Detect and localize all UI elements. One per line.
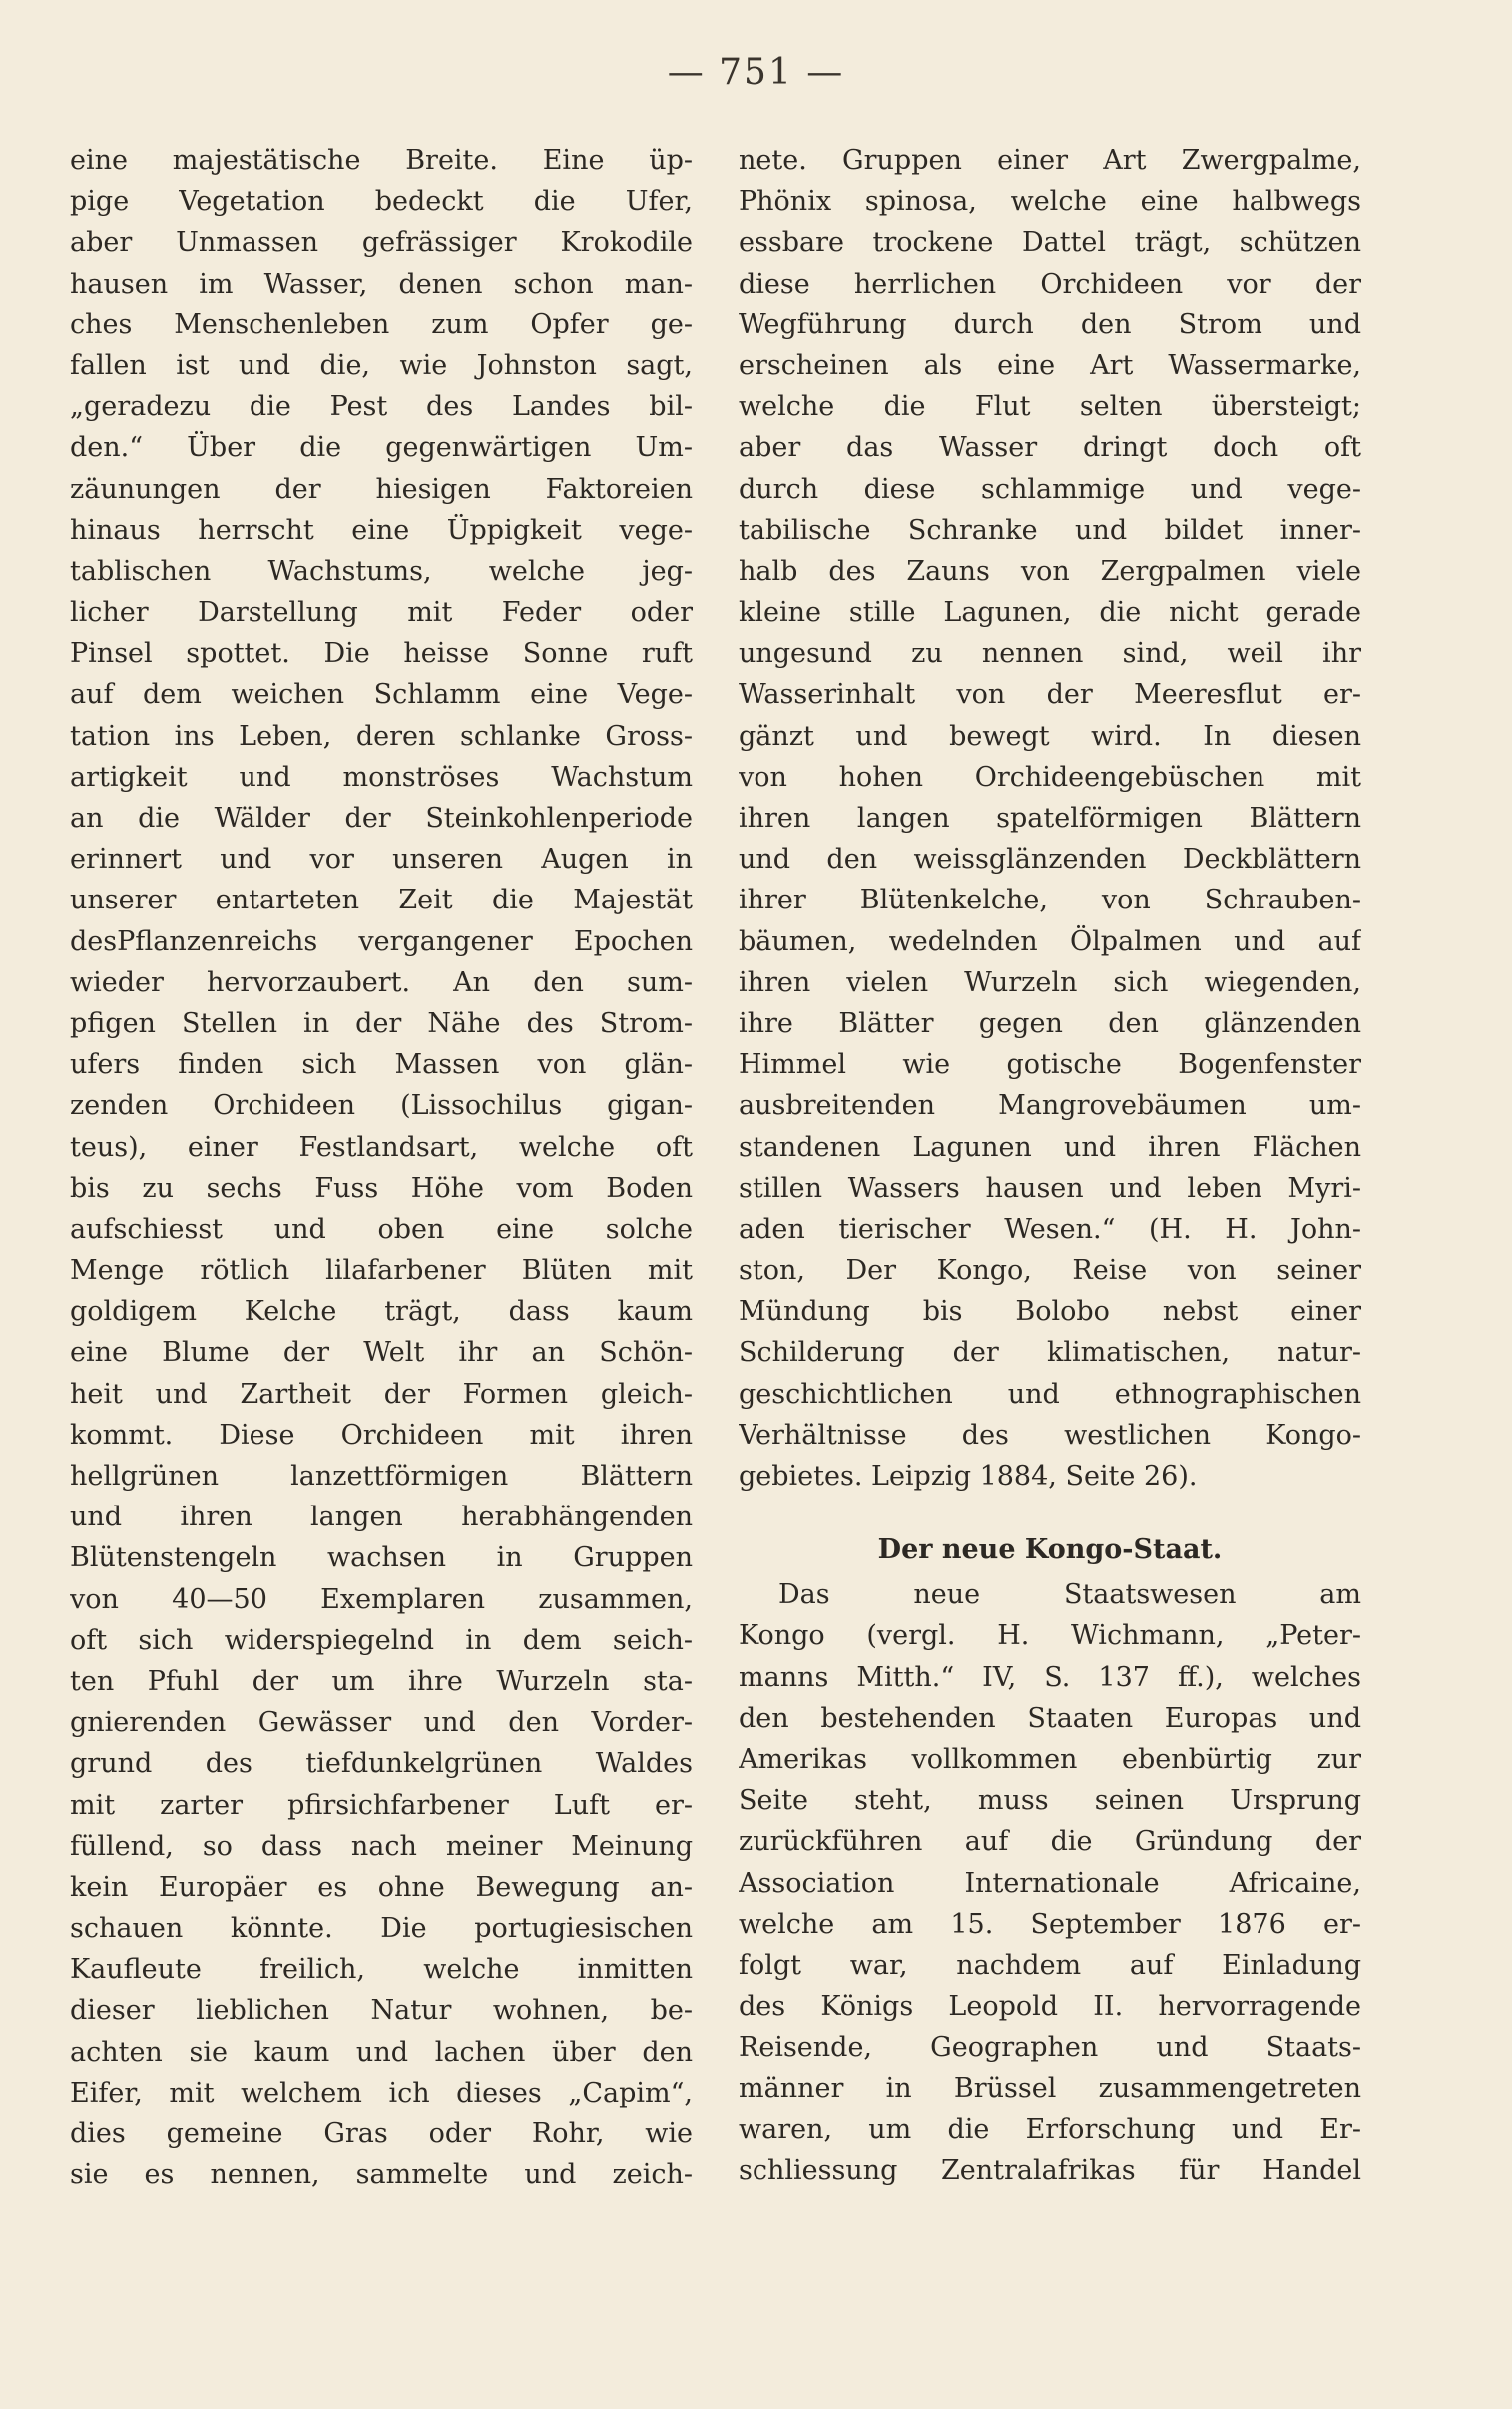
text-line: ufers finden sich Massen von glän- <box>70 1049 693 1081</box>
text-line: fallen ist und die, wie Johnston sagt, <box>70 349 693 381</box>
text-line: pige Vegetation bedeckt die Ufer, <box>70 186 693 218</box>
left-column <box>70 140 693 2195</box>
text-line: „geradezu die Pest des Landes bil- <box>70 391 693 423</box>
text-line: zenden Orchideen (Lissochilus gigan- <box>70 1090 693 1122</box>
text-line: kommt. Diese Orchideen mit ihren <box>70 1419 693 1451</box>
text-line: an die Wälder der Steinkohlenperiode <box>70 803 693 834</box>
text-line: Kaufleute freilich, welche inmitten <box>70 1954 693 1986</box>
text-line: oft sich widerspiegelnd in dem seich- <box>70 1624 693 1656</box>
text-line: aden tierischer Wesen.“ (H. H. John- <box>739 1213 1361 1245</box>
text-line: schauen könnte. Die portugiesischen <box>70 1913 693 1945</box>
text-line: ten Pfuhl der um ihre Wurzeln sta- <box>70 1665 693 1697</box>
text-line: standenen Lagunen und ihren Flächen <box>739 1131 1361 1163</box>
text-line: Eifer, mit welchem ich dieses „Capim“, <box>70 2077 693 2108</box>
text-line: licher Darstellung mit Feder oder <box>70 597 693 629</box>
text-line: folgt war, nachdem auf Einladung <box>739 1949 1361 1981</box>
text-line: ihre Blätter gegen den glänzenden <box>739 1007 1361 1039</box>
text-line: männer in Brüssel zusammengetreten <box>739 2073 1361 2105</box>
text-line: durch diese schlammige und vege- <box>739 473 1361 505</box>
text-line: ungesund zu nennen sind, weil ihr <box>739 638 1361 670</box>
text-line: Seite steht, muss seinen Ursprung <box>739 1785 1361 1817</box>
text-line: essbare trockene Dattel trägt, schützen <box>739 227 1361 259</box>
text-line: Wegführung durch den Strom und <box>739 308 1361 340</box>
text-line: manns Mitth.“ IV, S. 137 ff.), welches <box>739 1661 1361 1693</box>
right-column-text-after <box>739 1574 1361 2191</box>
text-line: desPflanzenreichs vergangener Epochen <box>70 925 693 957</box>
text-line: aufschiesst und oben eine solche <box>70 1213 693 1245</box>
text-line: tabilische Schranke und bildet inner- <box>739 514 1361 546</box>
text-line: gebietes. Leipzig 1884, Seite 26). <box>739 1461 1198 1492</box>
text-line: von hohen Orchideengebüschen mit <box>739 761 1361 793</box>
text-line: mit zarter pfirsichfarbener Luft er- <box>70 1789 693 1821</box>
text-line: von 40—50 Exemplaren zusammen, <box>70 1583 693 1615</box>
text-line: Reisende, Geographen und Staats- <box>739 2032 1361 2064</box>
text-line: schliessung Zentralafrikas für Handel <box>739 2154 1361 2186</box>
text-line: ston, Der Kongo, Reise von seiner <box>739 1255 1361 1287</box>
text-line: eine majestätische Breite. Eine üp- <box>70 145 693 176</box>
text-line: Kongo (vergl. H. Wichmann, „Peter- <box>739 1620 1361 1652</box>
text-line: dieser lieblichen Natur wohnen, be- <box>70 1995 693 2027</box>
text-line: hinaus herrscht eine Üppigkeit vege- <box>70 514 693 546</box>
text-line: kleine stille Lagunen, die nicht gerade <box>739 597 1361 629</box>
text-line: Das neue Staatswesen am <box>778 1579 1361 1611</box>
page-number: — 751 — <box>667 52 845 93</box>
text-line: und ihren langen herabhängenden <box>70 1502 693 1533</box>
text-line: hellgrünen lanzettförmigen Blättern <box>70 1461 693 1492</box>
text-line: füllend, so dass nach meiner Meinung <box>70 1830 693 1862</box>
text-line: und den weissglänzenden Deckblättern <box>739 844 1361 876</box>
text-line: pfigen Stellen in der Nähe des Strom- <box>70 1007 693 1039</box>
text-line: waren, um die Erforschung und Er- <box>739 2113 1361 2145</box>
text-line: teus), einer Festlandsart, welche oft <box>70 1131 693 1163</box>
text-line: Blütenstengeln wachsen in Gruppen <box>70 1542 693 1574</box>
text-line: grund des tiefdunkelgrünen Waldes <box>70 1748 693 1780</box>
text-line: heit und Zartheit der Formen gleich- <box>70 1378 693 1410</box>
text-line: artigkeit und monströses Wachstum <box>70 761 693 793</box>
text-line: welche die Flut selten übersteigt; <box>739 391 1361 423</box>
text-line: geschichtlichen und ethnographischen <box>739 1378 1361 1410</box>
text-line: diese herrlichen Orchideen vor der <box>739 268 1361 300</box>
text-line: des Königs Leopold II. hervorragende <box>739 1991 1361 2023</box>
text-line: ches Menschenleben zum Opfer ge- <box>70 308 693 340</box>
text-line: aber das Wasser dringt doch oft <box>739 432 1361 464</box>
text-line: wieder hervorzaubert. An den sum- <box>70 966 693 998</box>
text-line: bäumen, wedelnden Ölpalmen und auf <box>739 925 1361 957</box>
text-line: Amerikas vollkommen ebenbürtig zur <box>739 1743 1361 1775</box>
text-line: Himmel wie gotische Bogenfenster <box>739 1049 1361 1081</box>
text-line: Menge rötlich lilafarbener Blüten mit <box>70 1255 693 1287</box>
text-line: tablischen Wachstums, welche jeg- <box>70 555 693 587</box>
text-line: auf dem weichen Schlamm eine Vege- <box>70 679 693 711</box>
text-line: goldigem Kelche trägt, dass kaum <box>70 1296 693 1328</box>
text-line: erscheinen als eine Art Wassermarke, <box>739 349 1361 381</box>
text-line: gnierenden Gewässer und den Vorder- <box>70 1707 693 1739</box>
right-column <box>739 140 1361 2191</box>
text-line: sie es nennen, sammelte und zeich- <box>70 2159 693 2191</box>
text-line: Pinsel spottet. Die heisse Sonne ruft <box>70 638 693 670</box>
text-line: ihrer Blütenkelche, von Schrauben- <box>739 885 1361 916</box>
text-line: zurückführen auf die Gründung der <box>739 1826 1361 1858</box>
text-line: den.“ Über die gegenwärtigen Um- <box>70 432 693 464</box>
text-line: Schilderung der klimatischen, natur- <box>739 1337 1361 1369</box>
text-line: halb des Zauns von Zergpalmen viele <box>739 555 1361 587</box>
text-line: hausen im Wasser, denen schon man- <box>70 268 693 300</box>
text-line: tation ins Leben, deren schlanke Gross- <box>70 720 693 752</box>
text-line: eine Blume der Welt ihr an Schön- <box>70 1337 693 1369</box>
text-line: Mündung bis Bolobo nebst einer <box>739 1296 1361 1328</box>
text-line: welche am 15. September 1876 er- <box>739 1908 1361 1940</box>
text-line: bis zu sechs Fuss Höhe vom Boden <box>70 1172 693 1204</box>
text-line: Verhältnisse des westlichen Kongo- <box>739 1419 1361 1451</box>
text-line: ihren vielen Wurzeln sich wiegenden, <box>739 966 1361 998</box>
text-line: nete. Gruppen einer Art Zwergpalme, <box>739 145 1361 176</box>
spacer <box>739 1497 1361 1514</box>
text-line: aber Unmassen gefrässiger Krokodile <box>70 227 693 259</box>
text-line: ihren langen spatelförmigen Blättern <box>739 803 1361 834</box>
text-line: kein Europäer es ohne Bewegung an- <box>70 1871 693 1903</box>
text-line: gänzt und bewegt wird. In diesen <box>739 720 1361 752</box>
right-column-text-before <box>739 140 1361 1497</box>
text-line: erinnert und vor unseren Augen in <box>70 844 693 876</box>
text-line: Association Internationale Africaine, <box>739 1867 1361 1899</box>
text-line: zäunungen der hiesigen Faktoreien <box>70 473 693 505</box>
text-line: Wasserinhalt von der Meeresflut er- <box>739 679 1361 711</box>
text-line: stillen Wassers hausen und leben Myri- <box>739 1172 1361 1204</box>
text-line: Phönix spinosa, welche eine halbwegs <box>739 186 1361 218</box>
text-line: dies gemeine Gras oder Rohr, wie <box>70 2118 693 2149</box>
section-heading: Der neue Kongo-Staat. <box>877 1534 1223 1566</box>
text-line: ausbreitenden Mangrovebäumen um- <box>739 1090 1361 1122</box>
text-line: den bestehenden Staaten Europas und <box>739 1702 1361 1734</box>
text-line: achten sie kaum und lachen über den <box>70 2036 693 2068</box>
text-line: unserer entarteten Zeit die Majestät <box>70 885 693 916</box>
